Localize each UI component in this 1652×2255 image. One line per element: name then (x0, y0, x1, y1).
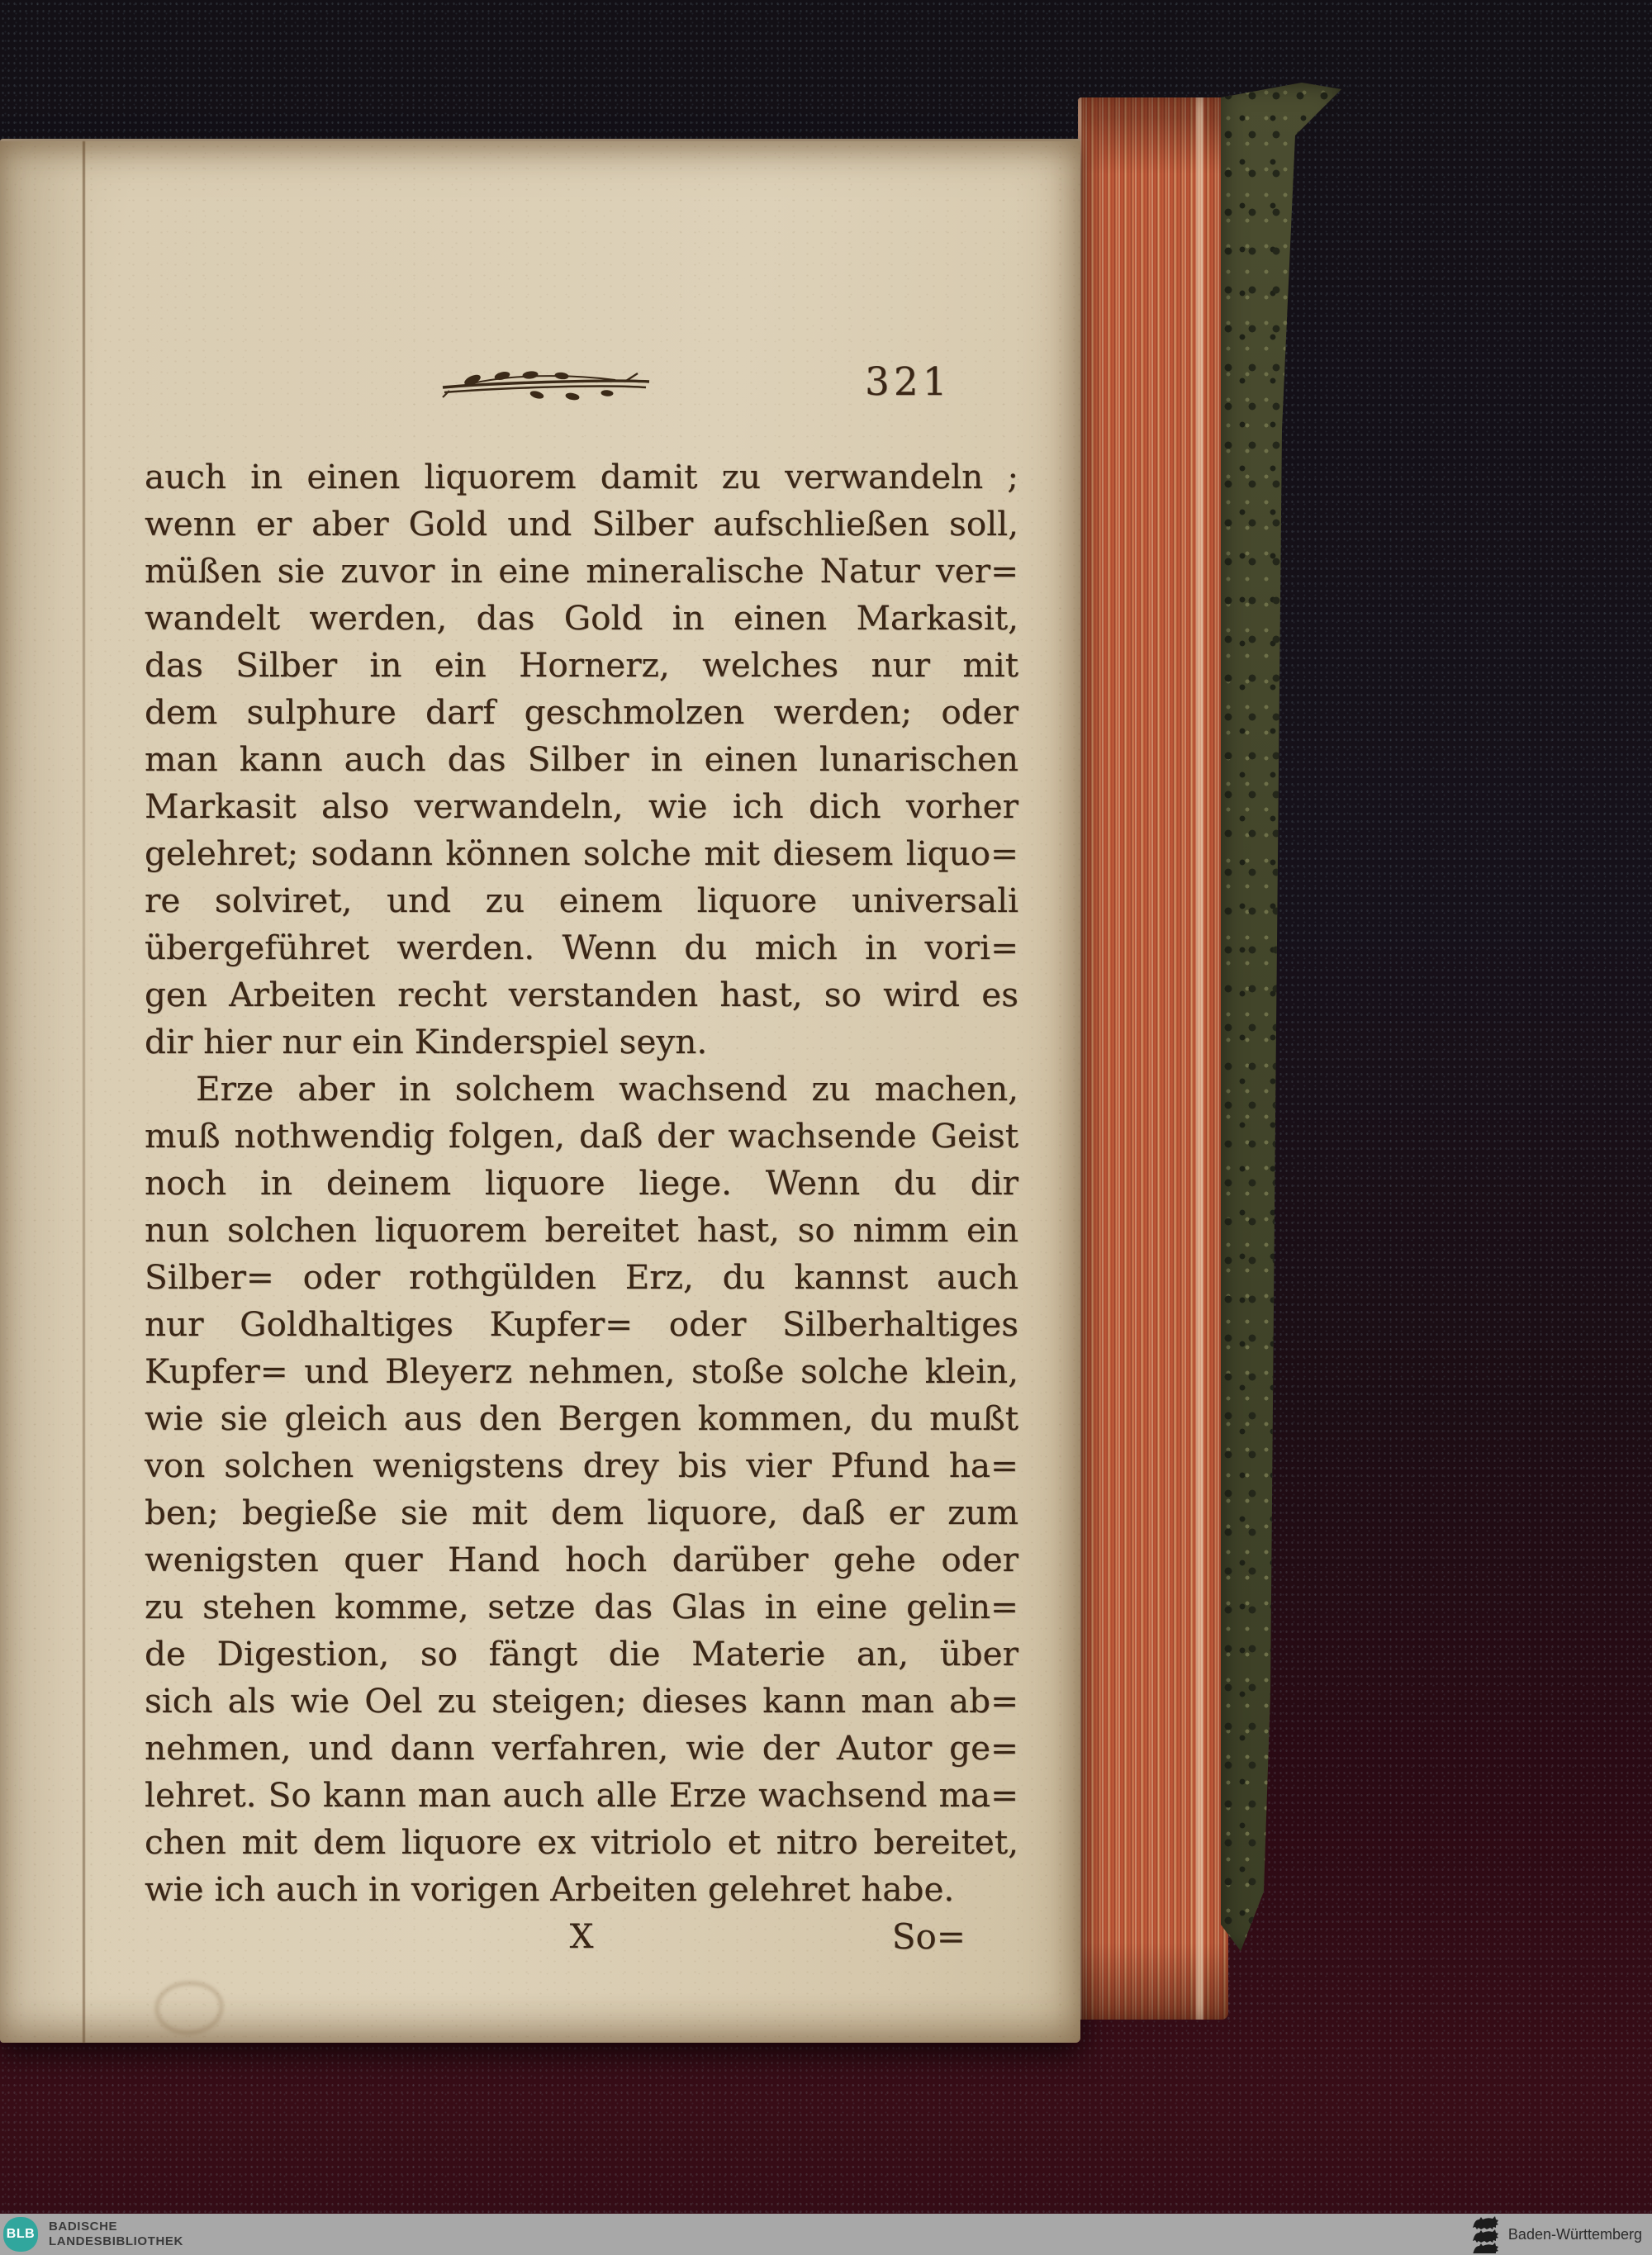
library-footer-bar (0, 2214, 1652, 2255)
text-line: nehmen, und dann verfahren, wie der Autor ge= (145, 1728, 1018, 1768)
text-line: wie sie gleich aus den Bergen kommen, du mußt (145, 1398, 1018, 1438)
paper-stain-mark (155, 1982, 223, 2034)
text-line: Kupfer= und Bleyerz nehmen, stoße solche klein, (145, 1351, 1018, 1391)
text-line: Silber= oder rothgülden Erz, du kannst auch (145, 1257, 1018, 1297)
text-line: übergeführet werden. Wenn du mich in vori= (145, 928, 1018, 967)
text-line: wandelt werden, das Gold in einen Markasit, (145, 598, 1018, 638)
text-line: re solviret, und zu einem liquore universali (145, 881, 1018, 920)
text-line: wie ich auch in vorigen Arbeiten gelehret habe. (145, 1869, 955, 1909)
state-name: Baden-Württemberg (1507, 2225, 1642, 2243)
text-line: gen Arbeiten recht verstanden hast, so wird es (145, 975, 1018, 1014)
state-branding (1471, 2214, 1642, 2255)
text-line: wenn er aber Gold und Silber aufschließen soll, (145, 504, 1018, 544)
text-line: dir hier nur ein Kinderspiel seyn. (145, 1022, 708, 1061)
text-line: gelehret; sodann können solche mit diesem liquo= (145, 833, 1018, 873)
text-line: lehret. So kann man auch alle Erze wachsend ma= (145, 1775, 1018, 1815)
text-line: Markasit also verwandeln, wie ich dich vorher (145, 786, 1018, 826)
text-line: das Silber in ein Hornerz, welches nur mit (145, 645, 1018, 685)
text-line: müßen sie zuvor in eine mineralische Natur ver= (145, 551, 1018, 591)
text-line: wenigsten quer Hand hoch darüber gehe oder (145, 1540, 1018, 1579)
signature-row (145, 1913, 1018, 1960)
library-name-line1: BADISCHE (49, 2219, 118, 2234)
text-line: sich als wie Oel zu steigen; dieses kann man ab= (145, 1681, 1018, 1721)
text-line: zu stehen komme, setze das Glas in eine gelin= (145, 1587, 1018, 1626)
three-lions-coat-of-arms-icon (1471, 2215, 1499, 2253)
blb-logo (3, 2217, 38, 2252)
body-text-lines (145, 453, 1018, 1913)
blb-logo-text: BLB (6, 2227, 36, 2241)
header-twig-ornament-icon (438, 368, 657, 407)
library-name (49, 2219, 183, 2249)
text-line: von solchen wenigstens drey bis vier Pfund ha= (145, 1446, 1018, 1485)
library-name-line2: LANDESBIBLIOTHEK (49, 2234, 183, 2248)
text-line: auch in einen liquorem damit zu verwandeln ; (145, 457, 1018, 496)
text-line: Erze aber in solchem wachsend zu machen, (196, 1069, 1018, 1109)
text-line: ben; begieße sie mit dem liquore, daß er zum (145, 1493, 1018, 1532)
page-gutter-crease (83, 141, 85, 2043)
text-line: de Digestion, so fängt die Materie an, über (145, 1634, 1018, 1673)
text-line: nun solchen liquorem bereitet hast, so nimm ein (145, 1210, 1018, 1250)
book-fore-edge-pages (1078, 97, 1228, 2020)
signature-mark: X (569, 1916, 594, 1956)
book-page (0, 139, 1080, 2043)
text-line: nur Goldhaltiges Kupfer= oder Silberhaltiges (145, 1304, 1018, 1344)
text-block (145, 356, 1018, 1960)
text-line: dem sulphure darf geschmolzen werden; oder (145, 692, 1018, 732)
book-marbled-cover-edge (1221, 83, 1341, 1951)
catchword: So= (891, 1916, 966, 1957)
text-line: noch in deinem liquore liege. Wenn du dir (145, 1163, 1018, 1203)
text-line: muß nothwendig folgen, daß der wachsende Geist (145, 1116, 1018, 1156)
text-line: chen mit dem liquore ex vitriolo et nitro bereitet, (145, 1822, 1018, 1862)
text-line: man kann auch das Silber in einen lunarischen (145, 739, 1018, 779)
page-number: 321 (865, 359, 952, 405)
